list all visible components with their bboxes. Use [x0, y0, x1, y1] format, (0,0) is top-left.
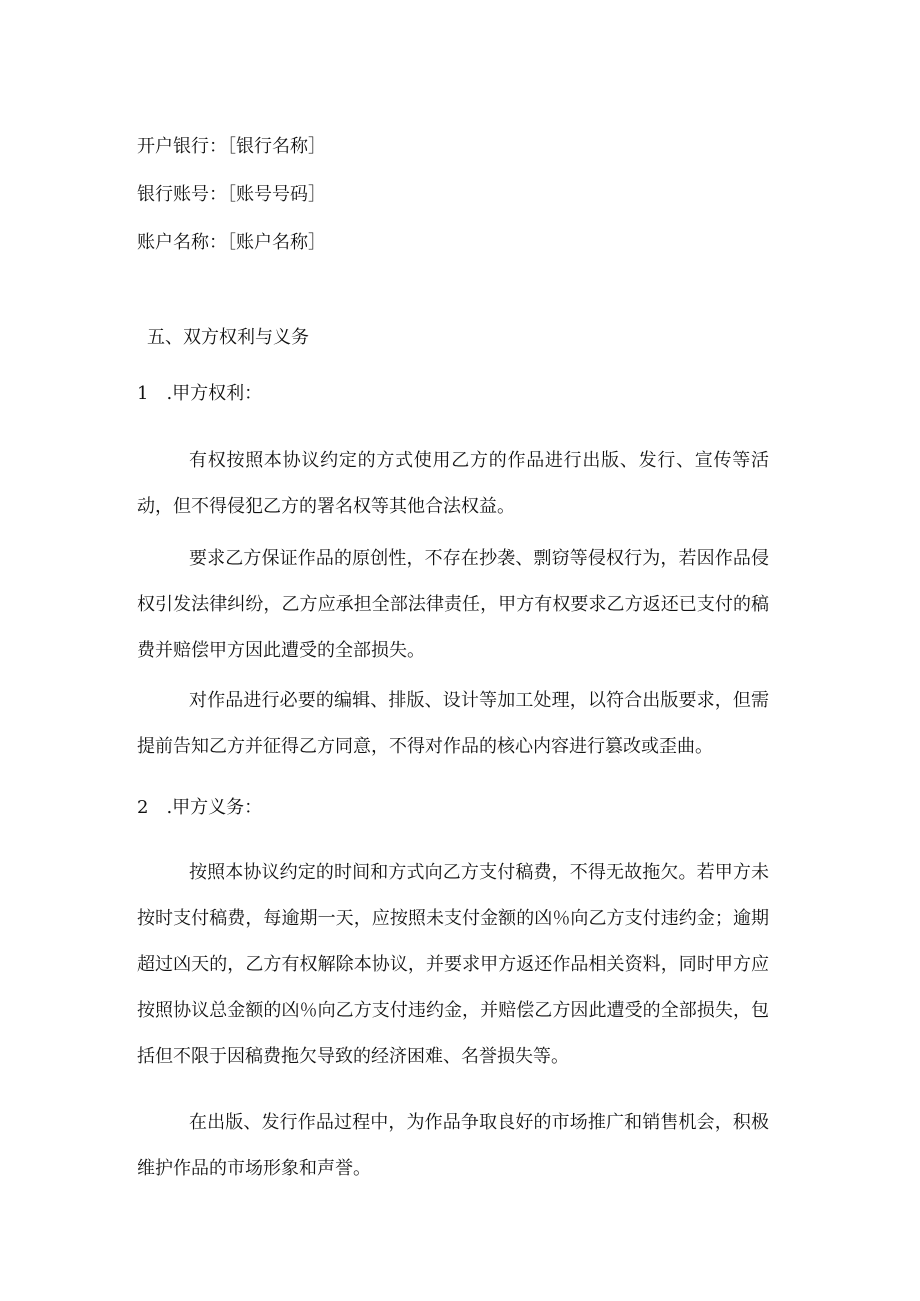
subsection-1-number: 1	[137, 383, 149, 404]
bank-account-label: 银行账号：	[137, 184, 227, 205]
paragraph: 有权按照本协议约定的方式使用乙方的作品进行出版、发行、宣传等活动，但不得侵犯乙方的署名权等其他合法权益。	[137, 450, 769, 517]
bank-account-line	[137, 183, 326, 207]
subsection-1-title: .甲方权利：	[166, 383, 263, 404]
paragraph: 要求乙方保证作品的原创性，不存在抄袭、剽窃等侵权行为，若因作品侵权引发法律纠纷，乙方应承担全部法律责任，甲方有权要求乙方返还已支付的稿费并赔偿甲方因此遭受的全部损失。	[137, 548, 769, 661]
bank-account-value: ［账号号码］	[227, 184, 326, 205]
account-holder-label: 账户名称：	[137, 232, 227, 253]
account-holder-line	[137, 231, 326, 255]
paragraph: 在出版、发行作品过程中，为作品争取良好的市场推广和销售机会，积极维护作品的市场形象和声誉。	[137, 1112, 769, 1179]
account-holder-value: ［账户名称］	[227, 232, 326, 253]
section-heading: 五、双方权利与义务	[147, 327, 309, 348]
subsection-2-number: 2	[137, 797, 149, 818]
bank-name-value: ［银行名称］	[227, 136, 326, 157]
paragraph: 对作品进行必要的编辑、排版、设计等加工处理，以符合出版要求，但需提前告知乙方并征得乙方同意，不得对作品的核心内容进行篡改或歪曲。	[137, 690, 769, 757]
subsection-2-heading	[137, 796, 262, 820]
paragraph: 按照本协议约定的时间和方式向乙方支付稿费，不得无故拖欠。若甲方未按时支付稿费，每逾期一天，应按照未支付金额的凶％向乙方支付违约金；逾期超过凶天的，乙方有权解除本协议，并要求甲方返还作品相关资料，同时甲方应按照协议总金额的凶％向乙方支付违约金，并赔偿乙方因此遭受的全部损失，包括但不限于因稿费拖欠导致的经济困难、名誉损失等。	[137, 862, 769, 1067]
bank-name-line	[137, 135, 326, 159]
subsection-1-heading	[137, 382, 262, 406]
bank-name-label: 开户银行：	[137, 136, 227, 157]
subsection-2-title: .甲方义务：	[166, 797, 263, 818]
